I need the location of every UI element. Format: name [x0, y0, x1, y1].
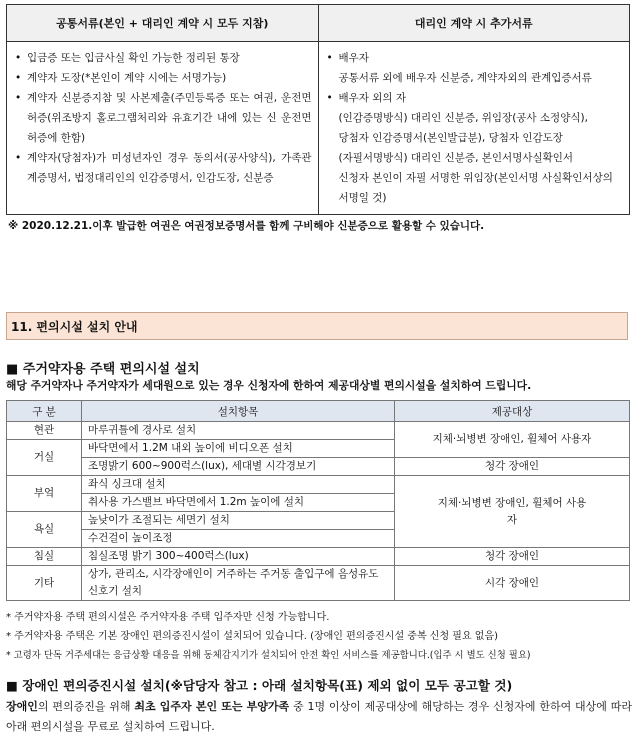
footnote: * 고령자 단독 거주세대는 응급상황 대응을 위해 동체감지기가 설치되어 안전 확인 서비스를 제공합니다.(입주 시 별도 신청 필요) [6, 650, 531, 661]
agent-docs-cell [318, 42, 630, 215]
housing-subtitle: 해당 주거약자나 주거약자가 세대원으로 있는 경우 신청자에 한하여 제공대상별 편의시설을 설치하여 드립니다. [6, 379, 532, 392]
footnote: * 주거약자용 주택은 기본 장애인 편의증진시설이 설치되어 있습니다. (장애인 편의증진시설 중복 신청 필요 없음) [6, 631, 499, 642]
list-item: • 입금증 또는 입금사실 확인 가능한 정리된 통장 [15, 52, 240, 64]
table-row: 욕실 높낮이가 조절되는 세면기 설치 [7, 512, 630, 530]
required-documents-table [6, 4, 630, 215]
table-row: 조명밝기 600~900럭스(lux), 세대별 시각경보기 청각 장애인 [7, 458, 630, 476]
table-row: 수건걸이 높이조정 [7, 530, 630, 548]
target-cell: 지체·뇌병변 장애인, 휠체어 사용자 [395, 476, 630, 548]
list-item-detail: 공통서류 외에 배우자 신분증, 계약자외의 관계입증서류 [338, 72, 592, 84]
target-cell: 시각 장애인 [395, 566, 630, 601]
common-docs-cell [7, 42, 319, 215]
list-item: • 계약자 도장(*본인이 계약 시에는 서명가능) [15, 72, 227, 84]
table-row: 거실 바닥면에서 1.2M 내외 높이에 비디오폰 설치 [7, 440, 630, 458]
list-item: • 배우자 [326, 52, 369, 64]
col-header-category: 구 분 [7, 401, 82, 422]
target-cell: 청각 장애인 [395, 458, 630, 476]
common-docs-header: 공통서류(본인 + 대리인 계약 시 모두 지참) [7, 5, 319, 42]
agent-docs-header: 대리인 계약 시 추가서류 [318, 5, 630, 42]
list-item-detail: 당첨자 인감증명서(본인발급분), 당첨자 인감도장 [338, 132, 563, 144]
table-row: 현관 마루귀틀에 경사로 설치 지체·뇌병변 장애인, 휠체어 사용자 [7, 422, 630, 440]
footnotes [6, 608, 632, 665]
disabled-heading: ■ 장애인 편의증진시설 설치(※담당자 참고 : 아래 설치항목(표) 제외 없이 모두 공고할 것) [6, 678, 513, 693]
col-header-item: 설치항목 [82, 401, 395, 422]
list-item: • 계약자(당첨자)가 미성년자인 경우 동의서(공사양식), 가족관계증명서, 법정대리인의 인감증명서, 인감도장, 신분증 [15, 152, 312, 184]
list-item-detail: (자필서명방식) 대리인 신분증, 본인서명사실확인서 [338, 152, 574, 164]
list-item-detail: (인감증명방식) 대리인 신분증, 위임장(공사 소정양식), [338, 112, 588, 124]
table-row: 부엌 좌식 싱크대 설치 지체·뇌병변 장애인, 휠체어 사용자 [7, 476, 630, 494]
table-row: 침실 침실조명 밝기 300~400럭스(lux) 청각 장애인 [7, 548, 630, 566]
facilities-table [6, 400, 630, 601]
col-header-target: 제공대상 [395, 401, 630, 422]
disabled-paragraph: 장애인의 편의증진을 위해 최초 입주자 본인 또는 부양가족 중 1명 이상이 제공대상에 해당하는 경우 신청자에 한하여 대상에 따라 아래 편의시설을 무료로 설치하여 드립니다. [6, 700, 632, 733]
target-cell: 청각 장애인 [395, 548, 630, 566]
table-row: 기타 상가, 관리소, 시각장애인이 거주하는 주거동 출입구에 음성유도 신호기 설치 시각 장애인 [7, 566, 630, 601]
passport-note: ※ 2020.12.21.이후 발급한 여권은 여권정보증명서를 함께 구비해야 신분증으로 활용할 수 있습니다. [8, 220, 485, 232]
housing-heading: ■ 주거약자용 주택 편의시설 설치 [6, 362, 200, 377]
list-item: • 계약자 신분증지참 및 사본제출(주민등록증 또는 여권, 운전면허증(위조방지 홀로그램처리와 유효기간 내에 있는 신 운전면허증에 한함) [15, 92, 312, 144]
section-11-title: 11. 편의시설 설치 안내 [6, 312, 628, 340]
list-item-detail: 신청자 본인이 자필 서명한 위임장(본인서명 사실확인서상의 서명일 것) [338, 172, 613, 204]
footnote: * 주거약자용 주택 편의시설은 주거약자용 주택 입주자만 신청 가능합니다. [6, 612, 330, 623]
target-cell: 지체·뇌병변 장애인, 휠체어 사용자 [395, 422, 630, 458]
table-row: 취사용 가스밸브 바닥면에서 1.2m 높이에 설치 [7, 494, 630, 512]
list-item: • 배우자 외의 자 [326, 92, 407, 104]
